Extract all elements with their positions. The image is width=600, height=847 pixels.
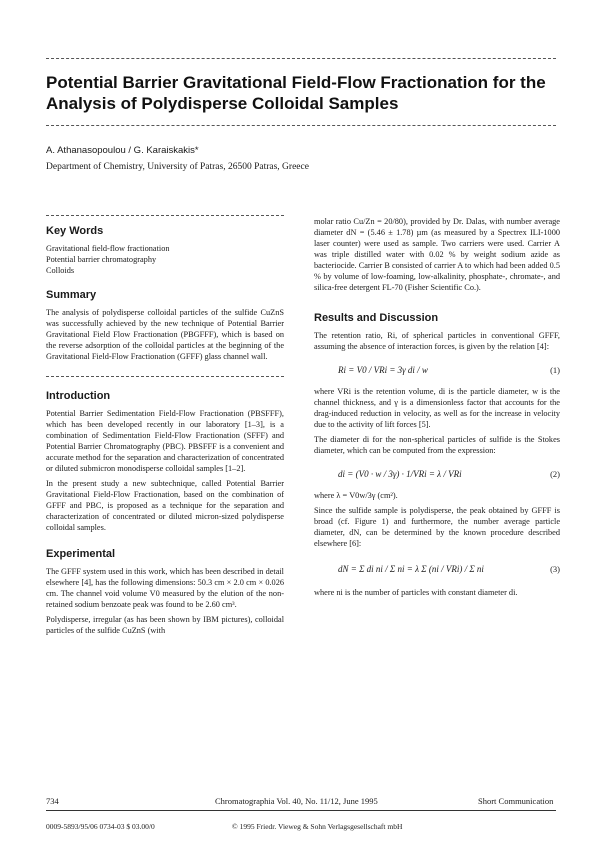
- equation-1: Ri = V0 / VRi = 3γ di / w: [338, 365, 428, 375]
- section-rule-left: [46, 215, 284, 216]
- results-paragraph-3: The diameter di for the non-spherical particles of sulfide is the Stokes diameter, which can be computed from the expression:: [314, 435, 560, 455]
- results-paragraph-6: where ni is the number of particles with constant diameter di.: [314, 588, 518, 597]
- keyword-item: Colloids: [46, 266, 75, 275]
- section-label: Short Communication: [478, 796, 554, 806]
- results-paragraph-4: where λ = V0w/3γ (cm²).: [314, 491, 398, 500]
- footer-rule: [46, 810, 556, 811]
- summary-rule: [46, 366, 284, 377]
- equation-3-block: [314, 553, 560, 587]
- experimental-paragraph-1: The GFFF system used in this work, which has been described in detail elsewhere [4], has the following dimensions: 50.3 cm × 2.0 cm × 0.026 cm. The channel void volume V0 measured by the elution of the non-retained sodium benzoate peak was found to be 2.60 cm³.: [46, 567, 284, 609]
- intro-paragraph-1: Potential Barrier Sedimentation Field-Flow Fractionation (PBSFFF), which has been developed recently in our laboratory [1–3], is a combination of Sedimentation Field-Flow Fractionation (SFFF) and Potential Barrier Chromatography (PBC). PBSFFF is a convenient and accurate method for the separation and characterization of concentrated or diluted submicron monodisperse colloidal samples [1–2].: [46, 409, 284, 473]
- introduction-heading: Introduction: [46, 390, 111, 402]
- affiliation: Department of Chemistry, University of Patras, 26500 Patras, Greece: [46, 162, 309, 172]
- results-paragraph-1: The retention ratio, Ri, of spherical particles in conventional GFFF, assuming the absence of interaction forces, is given by the relation [4]:: [314, 331, 560, 351]
- results-paragraph-2: where VRi is the retention volume, di is the particle diameter, w is the channel thickness, and γ is a dimensionless factor that accounts for the drag-induced reduction in velocity, as well as for the increase in velocity due to the activity of lift forces [5].: [314, 387, 560, 429]
- intro-paragraph-2: In the present study a new subtechnique, called Potential Barrier Gravitational Field-Flow Fractionation, based on the combination of GFFF and PBC, is proposed as a technique for the separation and characterization of concentrated or diluted micron-sized polydisperse colloidal samples.: [46, 479, 284, 532]
- right-column: [314, 216, 560, 602]
- equation-2: di = (V0 · w / 3γ) · 1/VRi = λ / VRi: [338, 469, 462, 479]
- keywords-heading: Key Words: [46, 225, 104, 237]
- equation-1-block: [314, 356, 560, 386]
- summary-heading: Summary: [46, 289, 97, 301]
- equation-3: dN = Σ di ni / Σ ni = λ Σ (ni / VRi) / Σ ni: [338, 564, 484, 574]
- equation-3-number: (3): [550, 564, 560, 574]
- equation-2-number: (2): [550, 469, 560, 479]
- keyword-item: Potential barrier chromatography: [46, 255, 157, 264]
- page-title: Potential Barrier Gravitational Field-Flow Fractionation for the Analysis of Polydisperse Colloidal Samples: [46, 73, 546, 113]
- left-column: [46, 226, 284, 640]
- equation-1-number: (1): [550, 365, 560, 375]
- top-rule: [46, 58, 556, 59]
- copyright: © 1995 Friedr. Vieweg & Sohn Verlagsgesellschaft mbH: [232, 822, 403, 831]
- equation-2-block: [314, 460, 560, 490]
- experimental-continued: molar ratio Cu/Zn = 20/80), provided by Dr. Dalas, with number average diameter dN = (5.46 ± 1.78) µm (as measured by a Spectrex ILI-1000 laser counter) were used as sample. Two carriers were used. Carrier A was triple distilled water with 0.02 % by weight sodium azide as bacteriocide. Carrier B consisted of carrier A to which had been added 0.5 % by volume of low-foaming, low-alkalinity, phosphate-, chromate-, and silica-free detergent FL-70 (Fisher Scientific Co.).: [314, 217, 560, 292]
- keywords-list: [46, 243, 284, 276]
- keyword-item: Gravitational field-flow fractionation: [46, 244, 170, 253]
- results-heading: Results and Discussion: [314, 312, 439, 324]
- summary-text: The analysis of polydisperse colloidal particles of the sulfide CuZnS was successfully achieved by the new technique of Potential Barrier Gravitational Field Flow Fractionation (PBGFFF), which is based on the reverse adsorption of the colloidal particles at the beginning of the Gravitational Field-Flow Fractionation (GFFF) glass channel wall.: [46, 308, 284, 361]
- authors: A. Athanasopoulou / G. Karaiskakis*: [46, 145, 199, 156]
- page-number: 734: [46, 796, 59, 806]
- experimental-heading: Experimental: [46, 548, 116, 560]
- experimental-paragraph-2: Polydisperse, irregular (as has been shown by IBM pictures), colloidal particles of the sulfide CuZnS (with: [46, 615, 284, 635]
- article-code: 0009-5893/95/06 0734-03 $ 03.00/0: [46, 822, 155, 831]
- title-rule: [46, 125, 556, 126]
- results-paragraph-5: Since the sulfide sample is polydisperse, the peak obtained by GFFF is broad (cf. Figure 1) and furthermore, the number average particle diameter, dN, can be determined by the known procedure described elsewhere [6]:: [314, 506, 560, 548]
- journal-citation: Chromatographia Vol. 40, No. 11/12, June 1995: [215, 796, 378, 806]
